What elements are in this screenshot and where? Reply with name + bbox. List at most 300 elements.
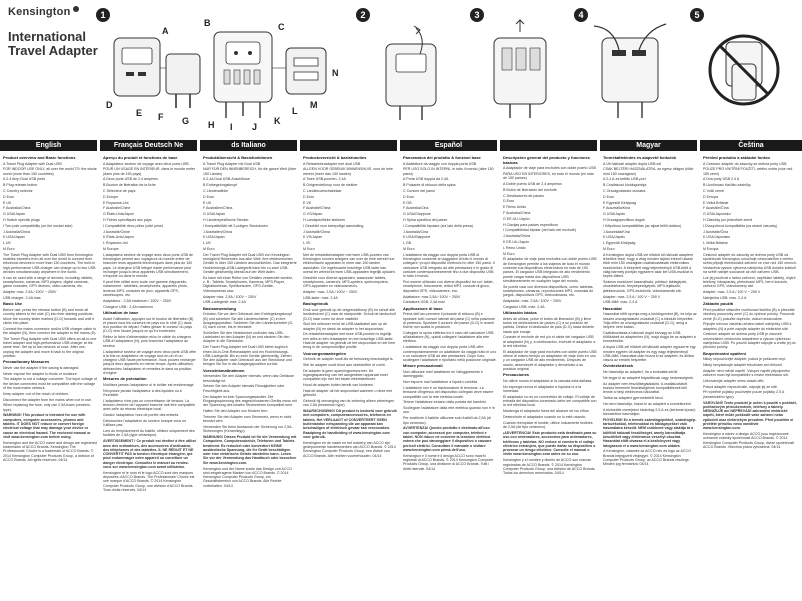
body-line: Collegare la spina elettrica e/o il cavo del caricatore USB all'adattatore (N), quindi collegare l'adattatore alla rete elettrica. (403, 330, 494, 344)
body-line: Gebruik de adapter nooit als de behuizing beschadigd is. (303, 357, 394, 362)
body-line: Adapter: max. 2,5A / 100V ~ 250V (303, 290, 358, 295)
section-heading: Basic Use (3, 301, 23, 307)
body-line: Cargador USB: máx. 2,4A (503, 304, 545, 309)
body-line: Conecte el enchufe de red y/o el cable del cargador USB al adaptador (N) y, a continuación, enchufe el adaptador a la red eléctrica. (503, 335, 596, 349)
body-line: Nikdy nepoužívejte adaptér, pokud je poškozen kryt. (703, 357, 787, 362)
body-line: Il peut être utilisé avec toute une gamme d'appareils, notamment : tablettes, smartphones, appareils photo, lecteurs MP3, consoles de jeux, appareils GPS, caméscopes, etc. (103, 280, 188, 298)
body-line: Scollegare l'adattatore dalla rete elettrica quando non è in uso. (403, 406, 495, 415)
body-line: K EE.UU./Japón (503, 240, 530, 245)
body-line: C Landkeuzeschakelaar (303, 189, 342, 194)
body-line: E Velká Británie (703, 200, 729, 205)
body-line: Adapter max. 2.5A / 100V ~ 250V (3, 290, 57, 295)
body-line: ALLEEN VOOR GEBRUIK BINNENSHUIS, voor de hele wereld (meer dan 150 landen) (303, 167, 393, 176)
section-heading: Aperçu du produit et fonctions de base (103, 155, 178, 160)
text-column-0 (3, 154, 97, 601)
warning-text: AVVERTENZA! Questo prodotto è destinato all'uso con computer, accessori per computer, telefoni e tablet. NON riduce né converte la tensione elettrica estera che può danneggiare il dispositivo o causare pericoli elettrici. Consultare il manuale o visitare www.kensington.com prima dell'uso. (403, 426, 492, 452)
body-line: A 2,4 A-es kettős USB-port (603, 177, 646, 182)
body-line: A Adaptador de viaje para enchufes con doble puerto USB (503, 166, 596, 171)
body-line: Never use the adapter if the casing is damaged. (3, 365, 80, 370)
body-line: Pokud adaptér nepoužíváte, odpojte jej ze sítě. (703, 384, 778, 389)
slider-illustration-icon (470, 8, 570, 136)
body-line: A Kensington dupla USB-vel ellátott úti hálózati adaptere lehetővé teszi, hogy a világ minden tájáról érkező utazók több mint 150 országban csatlakoztassák elektronikus eszközeiket. A beépített nagy teljesítményű USB-töltő a világ bármely pontján egyszerre akár két USB-eszközt is képes tölteni. (603, 252, 694, 279)
lang-tab-blank-2 (500, 140, 597, 151)
body-line: Adattatore: max 2,5A / 100V ~ 250V (403, 294, 461, 299)
body-line: I Dvoupólová kompatibilita (na straně zásuvky) (703, 223, 778, 228)
figure-2-number: 2 (356, 8, 370, 22)
body-line: L UK (3, 241, 11, 246)
body-line: M Euro (303, 247, 315, 252)
section-heading: Használat (603, 305, 622, 311)
section-heading: Basisgebruik (303, 301, 329, 307)
body-line: F Australia/Cina (403, 206, 429, 211)
body-line: Adaptateur : 2,5A maximum / 100V ~ 250V (103, 298, 172, 303)
body-line: El adaptador de viaje para enchufes con doble puerto USB ofrece al mismo tiempo un adaptador de viaje todo en uno y un cargador USB de alto rendimiento. Después de usarlo, desenchufe el adaptador y devuélvalo a su posición original. (503, 349, 597, 372)
body-line: J Australia/Cina (403, 229, 428, 234)
body-line: J Australie/Chine (103, 229, 130, 234)
body-line: D Euro (503, 199, 515, 204)
body-line: M Euro (403, 247, 415, 252)
body-line: Adapter max. 2,5A / 100V ~ 250V (203, 294, 257, 299)
body-line: Lors du remplacement du fusible, utilisez uniquement des fusibles de 2,5A (type céramique). (103, 429, 195, 438)
body-line: Verwenden Sie beim Austausch der Sicherung nur 2,5A-Sicherungen (Keramiktyp). (203, 424, 293, 434)
body-line: Nabíječka USB: max. 2,4 A (703, 296, 747, 301)
body-line: D Euro (203, 194, 215, 199)
body-line: A Doble puerto USB de 2,4 amperios (503, 182, 562, 187)
body-line: A Úti hálózati adapter dupla USB-vel (603, 161, 662, 166)
body-line: Disconnect the adapter from the mains when not in use. (3, 397, 92, 402)
body-line: L'adaptateur secteur de voyage avec deux ports USB offre à la fois un adaptateur de voyage tout-en-un et un chargeur USB haute performance. Vous pouvez recharger jusqu'à deux appareils en même temps. Après utilisation, débranchez l'adaptateur et remettez-le dans sa position d'origine. (103, 349, 197, 376)
section-heading: Descripción general del producto y funciones básicas (503, 155, 590, 165)
title-line-2: Travel Adapter (8, 43, 98, 58)
section-heading: Vorsichtsmaßnahmen (203, 367, 245, 373)
body-line: Può essere utilizzato con diversi dispositivi tra cui: tablet, smartphone, fotocamere, lettori MP3, console di gioco, dispositivi GPS, videocamere, ecc. (403, 280, 494, 293)
hand-press-illustration-icon (356, 8, 466, 136)
body-line: Before use, press the release button (B) and move all country sliders to the side (C) into their starting positions. Move the country slider marked (D-G) towards and until it clicks into place. (3, 307, 95, 325)
body-line: A Reisstekkeradapter met dual USB (303, 161, 361, 166)
lang-tab-hungarian: Magyar (600, 140, 697, 151)
body-line: USB-Ladegerät: max. 2,4A (203, 300, 246, 305)
body-line: Ne használja az adaptert, ha a burkolata sérült. (603, 370, 679, 375)
body-line: C Országválasztó csúszka (603, 189, 646, 194)
body-line: B Botón de liberación del enchufe (503, 187, 557, 192)
body-line: H Länderspezifische Stecker (203, 218, 249, 223)
figure-4-number: 4 (574, 8, 588, 22)
text-column-3 (303, 154, 397, 601)
body-line: D Euro (403, 194, 415, 199)
section-heading: Termékáttekintés és alapvető funkciók (603, 155, 677, 160)
body-line: A Deux ports USB de 2,4 ampères (103, 177, 158, 182)
body-line: USB charger: 2.4A max. (3, 296, 42, 301)
footer-text: Kensington a název a design ACCO jsou registrované ochranné známky společnosti ACCO Brands. © 2014 Kensington Computer Products Group, divize společnosti ACCO Brands. Všechna práva vyhrazena. 04/14 (703, 432, 795, 450)
body-line: H Fiches spécifiques aux pays (103, 218, 152, 223)
callout-c: C (278, 22, 285, 32)
body-line: K USA/Japan (3, 235, 25, 240)
body-line: Der Travel Plug Adapter mit Dual USB von Kensington ermöglicht Reisenden aus aller Welt, ihre elektronischen Geräte in über 150 Ländern anzuschließen. Das integrierte Hochleistungs-USB-Ladegerät kann bis zu zwei USB-Geräte gleichzeitig überall auf der Welt laden. (203, 252, 297, 275)
footer-text: Kensington en de naam en het ontwerp van ACCO zijn gedeponeerde handelsmerken van ACCO Brands. © 2014 Kensington Computer Products Group, een divisie van ACCO Brands. Alle rechten voorbehouden. 04/14 (303, 440, 396, 458)
body-line: Tartsa az adaptert gyermekektől távol. (603, 396, 664, 401)
body-line: POUZE PRO VNITŘNÍ POUŽITÍ, celého světa (více než 150 zemí) (703, 167, 793, 176)
callout-h: H (208, 120, 215, 130)
section-heading: Utilisation de base (103, 309, 139, 315)
section-heading: Óvintézkedések (603, 363, 634, 369)
body-line: K USA/Japán (603, 235, 625, 240)
body-line: F Australia/China (503, 211, 531, 216)
body-line: Připojte síťovou zástrčku a/nebo kabel nabíječky USB k adaptéru (N) a poté zapojte adaptér do elektrické sítě. (703, 322, 792, 331)
header (0, 0, 802, 140)
body-line: Ha nem használja, húzza ki az adaptert a konnektorból. (603, 401, 692, 406)
body-line: A Porta USB doppia da 2,4A (403, 177, 449, 182)
lang-tab-italian: ds Italiano (200, 140, 297, 151)
body-line: Cuando reemplace el fusible, utilice únicamente fusibles de 2,5A (de tipo cerámico). (503, 420, 593, 430)
body-line: D Euro (603, 194, 615, 199)
body-line: K USA/Japonsko (703, 235, 731, 240)
body-line: A 2,4A Dual USB-Anschlüsse (203, 177, 250, 182)
body-line: A Twee USB-poorten, 2,4A (303, 177, 346, 182)
footer-text: Kensington e il nome e il design ACCO sono marchi registrati di ACCO Brands. © 2014 Kensington Computer Products Group, una divisione di ACCO Brands. Tutti i diritti riservati. 04/14 (403, 453, 494, 471)
callout-g: G (182, 116, 190, 126)
lang-tab-czech: Čeština (700, 140, 802, 151)
body-line: F Australia/China (3, 206, 31, 211)
body-line: B Ontgrendelknop voor de stekker (303, 183, 358, 188)
footer-text: Kensington and the ACCO name and design are registered trademarks of ACCO Brands. Kensington The Professionals' Choice is a trademark of ACCO Brands. © 2014 Kensington Computer Products Group, a division of ACCO Brands. All rights reserved. 04/14 (3, 440, 97, 462)
body-line: E Reino Unido (503, 205, 527, 210)
body-line: J Australia/China (3, 229, 30, 234)
text-column-6 (603, 154, 697, 601)
body-line: C Cursore dei paesi (403, 189, 435, 194)
warning-text: VAROVÁNÍ! Tento produkt je určen k použití s počítači, počítačovým příslušenstvím, telefony a tablety. NESNIŽUJE ani NEPŘEVÁDÍ zahraniční elektrické napětí, které může poškodit vaše zařízení nebo způsobit úraz elektrickým proudem. Před použitím si přečtěte příručku nebo navštivte www.kensington.com. (703, 400, 797, 431)
body-line: Az adapter nem feszültségátalakító. A csatlakoztatott eszköz bemeneti feszültségének kompatibilisnek kell lennie a helyi elektromos hálózattal. (603, 381, 688, 395)
callout-i: I (230, 122, 233, 132)
body-line: G USA/Japonsko (703, 212, 731, 217)
body-line: M Europe (103, 247, 119, 252)
body-line: K États-Unis/Japon (103, 235, 134, 240)
body-line: Reliez la fiche d'alimentation et/ou le câble du chargeur USB à l'adaptateur (N), puis branchez l'adaptateur au secteur. (103, 335, 191, 348)
callout-e: E (136, 108, 143, 118)
body-line: G VS/Japan (303, 212, 323, 217)
figure-3-number: 3 (470, 8, 484, 22)
callout-d: D (106, 100, 113, 110)
body-line: Haal de adapter uit het stopcontact wanneer u deze niet gebruikt. (303, 388, 393, 398)
logo-mark-icon (73, 6, 79, 12)
section-heading: Základní použití (703, 301, 734, 307)
body-line: El adaptador no es un convertidor de voltaje. El voltaje de entrada del dispositivo conectado debe ser compatible con la red eléctrica local. (503, 394, 597, 408)
body-line: A dupla USB-vel ellátott úti hálózati adapter egyszerre egy minden egyben úti adapter és egy nagy teljesítményű USB-töltő. Használat után húzza ki az adaptert, és állítsa vissza az eredeti helyzetbe. (603, 345, 696, 363)
body-line: Csatlakoztassa a hálózati dugót és/vagy az USB-töltőkábelt az adapterhez (N), majd dugja be az adaptert a konnektorba. (603, 330, 696, 344)
body-line: FOR INDOOR USE ONLY, all over the world TO: the whole world (more than 150 countries) (3, 167, 97, 176)
body-line: M Euro (503, 251, 515, 256)
body-line: Never expose the adapter to fluids or moisture. (3, 371, 78, 376)
body-line: Geschikt voor diverse apparaten, waaronder tablets, smartphones, camera's, MP3-spelers, spelcomputers, GPS-apparaten en videocamera's. (303, 275, 389, 289)
body-line: M Euro (3, 247, 15, 252)
lang-tab-english: English (0, 140, 97, 151)
body-line: Keep adapter out of the reach of children. (3, 391, 70, 396)
body-line: USB-töltő: max. 2,4 A (603, 300, 638, 305)
body-line: Avant l'utilisation, appuyez sur le bouton de libération (B) et placez tous les curseurs de pays sur le côté (C) dans leur position de départ. Faites glisser le curseur du pays (D-G) vers l'avant jusqu'à ce qu'il s'enclenche. (103, 316, 194, 334)
figure-2 (356, 8, 466, 136)
body-line: No exponga nunca el adaptador a líquidos ni a la humedad. (503, 384, 582, 394)
body-line: E UK (3, 200, 12, 205)
callout-j: J (252, 122, 258, 132)
body-line: C Country selector (3, 189, 33, 194)
document-title (8, 30, 98, 58)
body-line: H Switch specific plugs (3, 218, 40, 223)
body-line: Nikdy nevystavujte adaptér tekutinám ani vlhkosti. (703, 362, 783, 367)
body-line: A Adattatore da viaggio con doppia porta USB (403, 161, 477, 166)
body-line: J Australien/China (203, 229, 232, 234)
section-heading: Productoverzicht & basisfuncties (303, 155, 367, 160)
body-line: C Deslizadores de países (503, 193, 544, 198)
callout-l: L (292, 106, 298, 116)
body-line: Sluit het netsnoer en/of de USB-laadkabel aan op de adapter (N) en steek de adapter in het stopcontact. (303, 322, 387, 331)
body-line: Gardez l'adaptateur hors de portée des enfants. (103, 413, 180, 418)
adapter-illustration-icon (96, 8, 346, 136)
body-line: A Travel Plug Adapter mit Dual USB (203, 161, 261, 166)
body-line: Tenere l'adattatore lontano dalla portata dei bambini. (403, 400, 487, 405)
body-line: K USA/Japan (203, 235, 225, 240)
body-line: L'adaptateur secteur de voyage avec deux ports USB de Kensington permet aux voyageurs du monde entier de brancher leurs appareils électroniques dans plus de 150 pays. Le chargeur USB intégré haute performance peut recharger jusqu'à deux appareils USB simultanément, n'importe où dans le monde. (103, 252, 193, 279)
body-line: J Ausztrália/Kína (603, 229, 630, 234)
body-line: H Clavijas para países específicos (503, 222, 558, 227)
body-line: H Zástrčky pro jednotlivé země (703, 218, 753, 223)
body-line: G États-Unis/Japon (103, 212, 135, 217)
body-line: I Kétpólusú kompatibilitás (az aljzat felőli oldalon) (603, 223, 682, 228)
body-line: Při výměně pojistky používejte pouze pojistky 2,5 A (keramického typu). (703, 390, 785, 399)
body-line: Mantenga el adaptador fuera del alcance de los niños. (503, 409, 590, 414)
warning-text: WARNUNG! Dieses Produkt ist für die Verwendung mit Computern, Computerzubehör, Telefonen und Tablets bestimmt. Es reduziert oder konvertiert KEINE ausländische Spannung, die Ihr Gerät beschädigen oder eine elektrische Gefahr darstellen kann. Lesen Sie vor der Verwendung das Handbuch oder besuchen Sie www.kensington.com. (203, 434, 297, 465)
body-line: F Australien/China (203, 206, 233, 211)
body-line: G USA/Japan (203, 212, 225, 217)
kensington-logo: Kensington (8, 6, 79, 18)
text-column-5 (503, 154, 597, 601)
body-line: Druk voor gebruik op de ontgrendelknop (B) en schuif alle landschuiven (C) naar de startpositie. Schuif de landschuif (D-G) naar voren tot deze vastklikt. (303, 307, 396, 321)
body-line: Se puede usar con diversos dispositivos, como: tabletas, smartphones, cámaras, reproductores MP3, consolas de juegos, dispositivos GPS, videocámaras, etc. (503, 284, 594, 298)
body-line: A 2.4 Amp Dual USB ports (3, 177, 46, 182)
body-line: L'adattatore non è un trasformatore di tensione. La tensione d'ingresso del dispositivo collegato deve essere compatibile con la rete elettrica locale. (403, 385, 494, 399)
lang-tab-blank-1 (300, 140, 397, 151)
body-line: L Egyesült Királyság (603, 241, 636, 246)
section-heading: Utilización básica (503, 310, 537, 316)
body-line: H Országspecifikus dugók (603, 218, 645, 223)
body-line: De reisstekkeradapter met twee USB-poorten is tegelijk een alles-in-één reisadapter en een krachtige USB-lader. Haal de adapter na gebruik uit het stopcontact en zet hem terug in de oorspronkelijke positie. (303, 332, 396, 350)
body-line: L'adattatore da viaggio con doppia porta USB di Kensington consente ai viaggiatori di tutto il mondo di collegare i propri dispositivi elettronici in oltre 150 paesi. Il caricatore USB integrato ad alte prestazioni è in grado di caricare contemporaneamente fino a due dispositivi USB in tutto il mondo. (403, 252, 495, 279)
body-line: CSAK BELTÉRI HASZNÁLATRA, az egész világon (több mint 150 országban) (603, 167, 694, 176)
section-heading: Přehled produktu a základní funkce (703, 155, 771, 160)
body-line: Met de reisstekkeradapter met twee USB-poorten van Kensington kunnen reizigers van over de hele wereld hun elektronische apparaten in meer dan 150 landen aansluiten. De ingebouwde krachtige USB-lader kan overal ter wereld tot twee USB-apparaten tegelijk opladen. (303, 252, 396, 275)
callout-k: K (274, 116, 281, 126)
body-line: Non esporre mai l'adattatore a liquidi o umidità. (403, 380, 478, 385)
lang-tab-french: Français Deutsch Ne (100, 140, 197, 151)
body-line: Débranchez l'adaptateur du secteur lorsque vous ne l'utilisez pas. (103, 419, 187, 428)
body-line: Uchovávejte adaptér mimo dosah dětí. (703, 378, 765, 383)
body-line: D Europe (103, 194, 119, 199)
language-bar (0, 140, 802, 151)
footer-text: Kensington y el nombre y diseño de ACCO son marcas registradas de ACCO Brands. © 2014 Kensington Computer Products Group, una división de ACCO Brands. Todos los derechos reservados. 04/14 (503, 458, 596, 476)
body-line: F Australie/Chine (103, 206, 131, 211)
warning-text: FIGYELEM! Ez a termék számítógépekkel, számítógép-tartozékokkal, telefonokkal és táblagépekkel való használatra készült. NEM csökkenti vagy alakítja át a külföldi hálózati feszültséget, amely károsíthatja készülékét vagy elektromos veszélyt okozhat. Használat előtt olvassa el a kézikönyvet vagy látogasson el a www.kensington.com oldalra. (603, 417, 697, 448)
body-line: D Euro (303, 194, 315, 199)
figure-5-number: 5 (690, 8, 704, 22)
body-line: I Compatibilidad bipolar (del lado del enchufe) (503, 228, 577, 233)
figure-5 (690, 8, 798, 136)
text-column-7 (703, 154, 797, 601)
body-line: Non utilizzare mai l'adattatore se l'alloggiamento è danneggiato. (403, 370, 483, 379)
callout-b: B (204, 18, 211, 28)
body-line: Connect the mains connector and/or USB charger cable to the adapter (N), then connect the adapter to the mains (D). (3, 326, 97, 335)
body-line: G USA/Japán (603, 212, 625, 217)
text-column-1 (103, 154, 197, 601)
body-line: E UK (203, 200, 212, 205)
body-line: J Australia/China (503, 234, 530, 239)
body-line: E Egyesült Királyság (603, 200, 636, 205)
body-line: Ne tegye ki az adaptert folyadéknak vagy nedvességnek. (603, 375, 694, 380)
body-line: L'adattatore da viaggio con doppia porta USB offre contemporaneamente un adattatore da viaggio tutto in uno e un caricatore USB ad alte prestazioni. Dopo l'uso, scollegare l'adattatore e riportarlo nella posizione originale. (403, 345, 497, 363)
body-line: G USA/Japan (3, 212, 25, 217)
usb-plug-illustration-icon (574, 8, 684, 136)
body-line: J Austrálie/Čína (703, 229, 729, 234)
body-line: E Royaume-Uni (103, 200, 129, 205)
body-line: L Velká Británie (703, 241, 728, 246)
body-line: L Reino Unido (503, 245, 526, 250)
body-line: G USA/Giappone (403, 212, 431, 217)
body-line: L VK (303, 241, 311, 246)
body-line: J Australië/China (303, 229, 330, 234)
body-line: L'adaptateur n'est pas un convertisseur de tension. La tension d'entrée de l'appareil branché doit être compatible avec celle du réseau électrique local. (103, 398, 196, 412)
body-line: When replacing the fuse, only use 2.5A fuses (ceramic-type). (3, 403, 91, 412)
section-heading: Voorzorgsmaatregelen (303, 350, 347, 356)
body-line: M Euro (603, 247, 615, 252)
section-heading: Product overview and Basic functions (3, 155, 76, 160)
body-line: Használat előtt nyomja meg a kioldógombot (B), és tolja az összes országválasztó csúszkát (C) a kiinduló helyzetbe. Tolja előre az országválasztó csúszkát (D-G), amíg a helyére nem kattan. (603, 312, 697, 330)
body-line: I Kompatibilität mit 2-poligen Steckdosen (203, 223, 268, 228)
body-line: B Entriegelungsknopf (203, 183, 238, 188)
body-line: A Dva porty USB 2,4 A (703, 177, 740, 182)
body-line: I Compatibilité deux pôles (côté prise) (103, 223, 164, 228)
warning-text: ¡ADVERTENCIA! Este producto está destinado para su uso con ordenadores, accesorios para ordenadores, teléfonos y tabletas. NO reduce ni convierte el voltaje eléctrico extranjero, que puede dañar su dispositivo o provocar un riesgo eléctrico. Consulte el manual o visite www.kensington.com antes de su uso. (503, 430, 597, 457)
figure-3 (470, 8, 570, 136)
figure-1-number: 1 (96, 8, 110, 22)
body-line: Gebruik bij vervanging van de zekering alleen zekeringen van 2,5A (keramisch type). (303, 399, 395, 408)
body-line: D Euro (3, 194, 15, 199)
body-line: Halten Sie den Adapter von Kindern fern. (203, 408, 269, 413)
body-line: PARA USO EN INTERIORES, en todo el mundo (en más de 150 países) (503, 171, 594, 181)
body-line: Es kann mit einer Reihe von Geräten verwendet werden, z. B.: Tablets, Smartphones, Kameras, MP3-Player, Digitalkameras, Spielkonsolen, GPS-Geräte, Videokameras usw. (203, 275, 294, 293)
body-line: Lze jej používat s řadou zařízení, například: tablety, chytré telefony, fotoaparáty, přehrávače MP3, herní konzole, zařízení GPS, videokamery atd. (703, 275, 796, 289)
body-line: Setzen Sie den Adapter niemals Flüssigkeiten oder Feuchtigkeit aus. (203, 384, 285, 393)
body-line: Der Adapter ist kein Spannungswandler. Die Eingangsspannung des angeschlossenen Geräts muss mit der Spannung des lokalen Stromnetzes kompatibel sein. (203, 394, 297, 408)
body-line: E GB (403, 200, 412, 205)
body-line: N'utilisez jamais l'adaptateur si le boîtier est endommagé. (103, 382, 195, 387)
body-line: L UK (203, 241, 211, 246)
body-line: A Adaptateur secteur de voyage avec deux ports USB (103, 161, 189, 166)
section-heading: Precauciones (503, 372, 530, 378)
body-line: Der Travel Plug Adapter mit Dual USB bietet zugleich einen All-in-One-Reiseadapter und ein Hochleistungs-USB-Ladegerät. Bis zu zwei Geräte gleichzeitig. Ziehen Sie den Adapter nach Gebrauch aus der Steckdose und bringen Sie ihn in die Ausgangsposition zurück. (203, 345, 292, 367)
body-line: M Euro (203, 247, 215, 252)
body-line: Trennen Sie den Adapter vom Stromnetz, wenn er nicht benutzt wird. (203, 414, 292, 424)
text-column-4 (403, 154, 497, 601)
footer-text: Kensington et le nom et le logo ACCO sont des marques déposées d'ACCO Brands. The Professionals' Choice est une marque d'ACCO Brands. © 2014 Kensington Computer Products Group, une division d'ACCO Brands. Tous droits réservés. 04/14 (103, 470, 195, 492)
body-line: A Travel Plug Adapter with Dual USB (3, 161, 62, 166)
body-line: NUR FÜR DEN INNENBEREICH, für die ganze Welt (über 150 Länder) (203, 167, 297, 176)
body-line: D Evropa (703, 194, 718, 199)
body-line: De adapter is geen spanningsomvormer. De ingangsspanning van het aangesloten apparaat moet compatibel zijn met het lokale elektriciteitsnet. (303, 368, 388, 382)
figure-4 (574, 8, 684, 136)
body-line: I Two pole compatibility (on the socket side) (3, 223, 73, 228)
body-line: POUR UN USAGE EN INTÉRIEUR, dans le monde entier (dans plus de 150 pays) (103, 167, 196, 176)
section-heading: Precautionary Measures (3, 359, 50, 365)
body-line: El adaptador de viaje para enchufes con doble puerto USB de Kensington permite a los viajeros de todo el mundo conectar sus dispositivos electrónicos en más de 150 países. El cargador USB integrado de alto rendimiento puede cargar hasta dos dispositivos USB simultáneamente en cualquier lugar del mundo. (503, 257, 597, 283)
body-line: A Cestovní adaptér do zásuvky se dvěma porty USB (703, 161, 787, 166)
callout-a: A (162, 26, 169, 36)
body-line: The Travel Plug Adapter with Dual USB from Kensington enables travelers from all over the world to connect their electronic devices in more than 150 countries. The built-in high-performance USB charger can charge up to two USB devices simultaneously anywhere in the world. (3, 252, 96, 275)
section-heading: Produktübersicht & Basisfunktionen (203, 155, 273, 160)
body-line: K USA/Giappone (403, 235, 431, 240)
body-line: Verwenden Sie den Adapter niemals, wenn das Gehäuse beschädigt ist. (203, 374, 294, 383)
warning-text: WARNING! This product is intended for use with computers, computer accessories, phones and tablets. IT DOES NOT reduce or convert foreign electrical voltage that may damage your device or cause an electrical hazard. The enclosed manual or visit www.kensington.com before using. (3, 413, 91, 439)
body-line: L GB (403, 241, 412, 246)
section-heading: Applicazione di base (403, 305, 443, 311)
title-line-1: International (8, 29, 87, 44)
body-line: The Travel Plug Adapter with Dual USB offers an all-in-one travel adapter and high-performance USB charger at the same time. Set up to two devices at once. After use, unplug the adapter and move it back to the original position. (3, 336, 97, 358)
body-line: Adaptér není měnič napětí. Vstupní napětí připojeného zařízení musí být kompatibilní s místní elektrickou sítí. (703, 368, 791, 378)
body-line: B Plug release button (3, 183, 38, 188)
body-line: Chargeur USB : 2,4A maximum (103, 304, 154, 309)
section-heading: Panoramica del prodotto & funzioni base (403, 155, 481, 160)
body-line: Antes de utilizar, pulse el botón de liberación (B) y lleve todos los deslizadores de países (C) a su posición de partida. Deslice el deslizador de país (D-G) hacia delante hasta que encaje. (503, 316, 595, 334)
lang-tab-spanish: Español (400, 140, 497, 151)
callout-n: N (332, 68, 339, 78)
body-line: H Spina specifica del paese (403, 218, 448, 223)
section-heading: Misure precauzionali (403, 363, 443, 369)
callout-f: F (158, 112, 164, 122)
body-line: Stel de adapter nooit bloot aan vloeistoffen of vocht. (303, 362, 386, 367)
body-line: C Volič země (703, 189, 724, 194)
body-line: B Uvolňovací tlačítko zástrčky (703, 183, 751, 188)
body-line: B Csatlakozó kioldógombja (603, 183, 647, 188)
body-line: F Austrálie/Čína (703, 206, 729, 211)
body-line: F Ausztrália/Kína (603, 206, 631, 211)
body-line: Schließen Sie den Netzstecker und/oder das USB-Ladekabel an den Adapter (N) an und stecken Sie den Adapter in die Steckdose. (203, 330, 290, 344)
body-line: Před použitím stiskněte uvolňovací tlačítko (B) a přesuňte všechny posuvníky zemí (C) do výchozí polohy. Posuvník země (D-G) posuňte dopředu, dokud nezacvakne. (703, 307, 795, 321)
warning-text: AVERTISSEMENT ! Ce produit est destiné à être utilisé avec des ordinateurs, des accessoires d'ordinateur, des téléphones et des tablettes. IL NE RÉDUIT ET NE CONVERTIT PAS la tension électrique étrangère, qui peut endommager votre appareil ou constituer un danger électrique. Consultez le manuel ou rendez-vous sur www.kensington.com avant utilisation. (103, 439, 197, 469)
body-line: Houd de adapter buiten bereik van kinderen. (303, 383, 374, 388)
body-line: Adaptér: max. 2,5 A / 100 V ~ 250 V (703, 290, 761, 295)
body-line: B Pulsante di sblocco della spina (403, 183, 456, 188)
section-heading: Basisanwendung (203, 305, 236, 311)
footer-text: A Kensington, valamint az ACCO név és logó az ACCO Brands bejegyzett védjegyei. © 2014 Kensington Computer Products Group, az ACCO Brands részlege. Minden jog fenntartva. 04/14 (603, 449, 691, 467)
body-line: I Compatibilità bipolare (sul lato della presa) (403, 223, 473, 228)
section-heading: Bezpečnostní opatření (703, 350, 746, 356)
body-line: Adaptador: máx. 2,5A / 100V ~ 250V (503, 299, 562, 304)
text-column-2 (203, 154, 297, 601)
body-line: G EE.UU./Japón (503, 216, 530, 221)
body-line: The adapter is not a voltage converter. The input voltage of the device connected must be compatible with the voltage of the local mains network. (3, 377, 97, 390)
section-heading: Mesures de précaution (103, 376, 147, 382)
figure-1-product-overview (96, 8, 346, 136)
body-line: It can be used with a range of devices, including: tablets, smartphones, cameras, MP3 players, digital cameras, game consoles, GPS devices, video cameras, etc. (3, 275, 94, 289)
body-line: Prima dell'uso premere il pulsante di sblocco (B) e spostare tutti i cursori laterali dei paesi (C) nella posizione di partenza. Spostare il cursore del paese (D-G) in avanti finché non scatta in posizione. (403, 312, 495, 330)
body-line: K VS/Japan (303, 235, 322, 240)
body-line: M Evropa (703, 247, 719, 252)
body-line: Drücken Sie vor dem Gebrauch den Entriegelungsknopf (B) und schieben Sie alle Länderschieber (C) in ihre Ausgangsposition. Schieben Sie den Länderschieber (D-G) nach vorne, bis er einrastet. (203, 312, 294, 330)
body-line: USB-lader: max. 2,4A (303, 296, 338, 301)
body-line: PER USO SOLO IN INTERNI, in tutto il mondo (oltre 150 paesi) (403, 167, 494, 176)
warning-text: WAARSCHUWING! Dit product is bedoeld voor gebruik met computers, computeraccessoires, telefoons en tablets. Het VERLAAGT of CONVERTEERT GEEN buitenlandse netspanning die uw apparaat kan beschadigen of elektrisch gevaar kan veroorzaken. Raadpleeg de handleiding of www.kensington.com voor gebruik. (303, 409, 397, 439)
body-line: I Geschikt voor tweepolige aansluiting (303, 223, 364, 228)
body-line: Adapter: max. 2,5 A / 100 V ~ 250 V (603, 294, 661, 299)
callout-m: M (310, 100, 318, 110)
body-line: Cestovní adaptér do zásuvky se dvěma porty USB od společnosti Kensington umožňuje cestovatelům z celého světa připojit elektronická zařízení ve více než 150 zemích. Vestavěná vysoce výkonná nabíječka USB dokáže kdekoli na světě nabíjet současně až dvě zařízení USB. (703, 252, 797, 275)
body-line: Caricatore USB: 2,4A max (403, 300, 445, 305)
